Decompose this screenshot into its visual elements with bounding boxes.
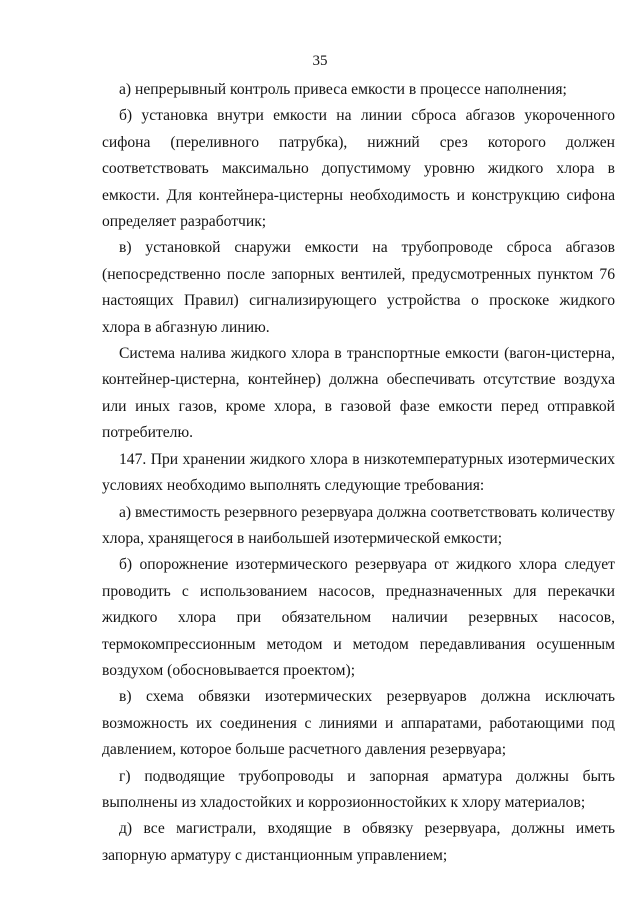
paragraph-item-v-signal-device: в) установкой снаружи емкости на трубопроводе сброса абгазов (непосредственно после запорных вентилей, предусмотренных пунктом 76 настоящих Правил) сигнализирующего устройства о проскоке жидкого хлора в абгазную линию.	[102, 239, 615, 336]
paragraph-147-d-remote-valves: д) все магистрали, входящие в обвязку резервуара, должны иметь запорную арматуру с дистанционным управлением;	[102, 820, 615, 864]
paragraph-clause-147: 147. При хранении жидкого хлора в низкотемпературных изотермических условиях необходимо выполнять следующие требования:	[102, 450, 615, 495]
document-body	[102, 77, 615, 869]
paragraph-147-v-piping-scheme: в) схема обвязки изотермических резервуаров должна исключать возможность их соединения с линиями и аппаратами, работающими под давлением, которое больше расчетного давления резервуара;	[102, 688, 615, 759]
paragraph-item-b-siphon: б) установка внутри емкости на линии сброса абгазов укороченного сифона (переливного патрубка), нижний срез которого должен соответствовать максимально допустимому уровню жидкого хлора в емкости. Для контейнера-цистерны необходимость и конструкцию сифона определяет разработчик;	[102, 107, 615, 231]
paragraph-147-a-reserve-tank: а) вместимость резервного резервуара должна соответствовать количеству хлора, хранящегося в наибольшей изотермической емкости;	[102, 503, 615, 547]
paragraph-filling-system: Система налива жидкого хлора в транспортные емкости (вагон-цистерна, контейнер-цистерна, контейнер) должна обеспечивать отсутствие воздуха или иных газов, кроме хлора, в газовой фазе емкости перед отправкой потребителю.	[102, 345, 615, 442]
paragraph-item-a-weight-control: а) непрерывный контроль привеса емкости в процессе наполнения;	[119, 81, 567, 98]
paragraph-147-b-emptying: б) опорожнение изотермического резервуара от жидкого хлора следует проводить с использованием насосов, предназначенных для перекачки жидкого хлора при обязательном наличии резервных насосов, термокомпрессионным методом и методом передавливания осушенным воздухом (обосновывается проектом);	[102, 556, 615, 679]
page-number: 35	[312, 53, 328, 69]
paragraph-147-g-materials: г) подводящие трубопроводы и запорная арматура должны быть выполнены из хладостойких и коррозионностойких к хлору материалов;	[102, 767, 615, 811]
